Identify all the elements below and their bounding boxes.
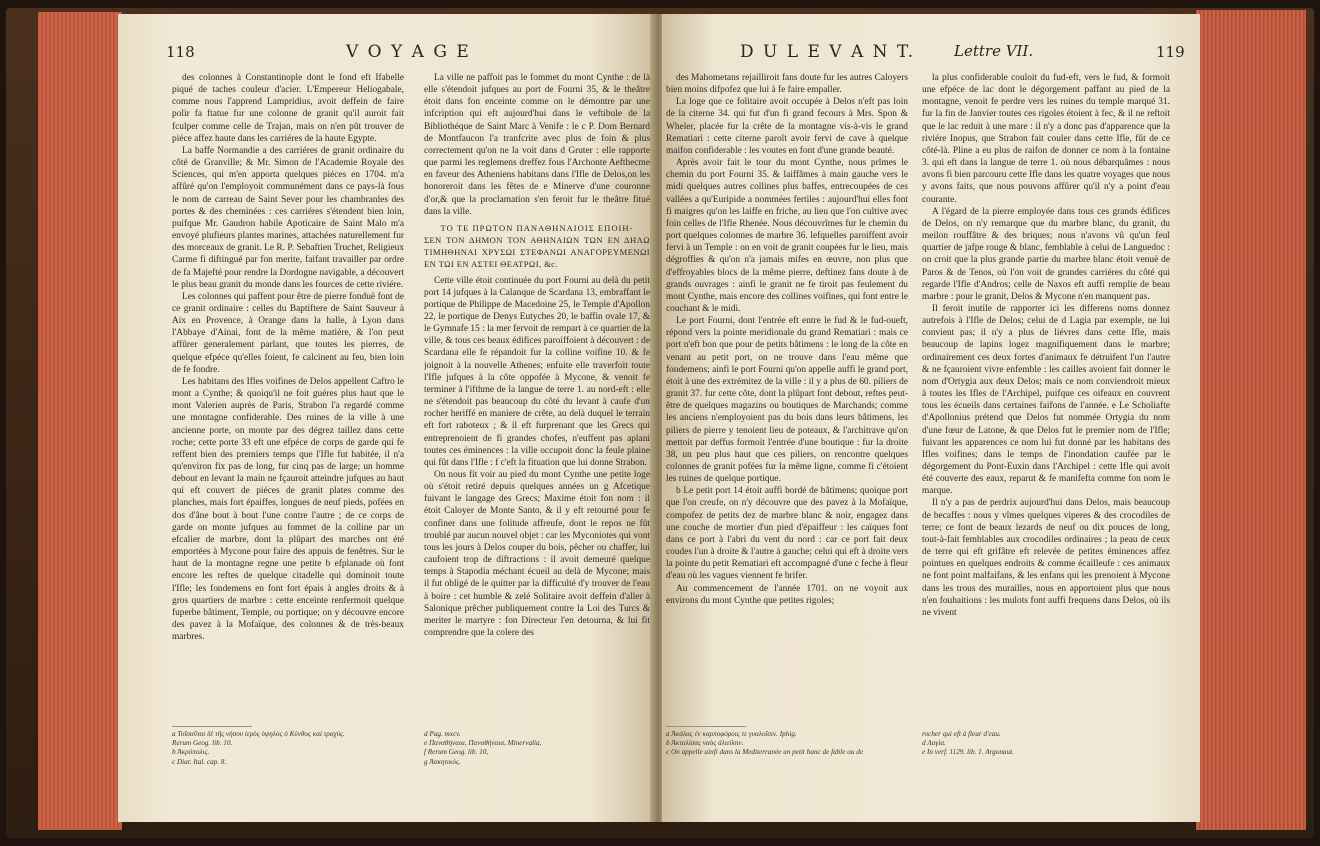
paragraph: Les habitans des Ifles voifines de Delos appellent Caftro le mont a Cynthe; & quoiqu'il ne foit guéres plus haut que le mont Valerien auprès de Paris, Strabon l'a regardé comme une montagne confiderable. Des ruines de la ville à une ancienne porte, on monte par des dégrez taillez dans cette roche; cette porte 33 eft une efpéce de corps de garde qui fe reffent bien des premiers temps que l'Ifle fut habitée, il n'a qu'environ fix pas de long, fur cinq pas de large; un homme debout en levant la main ne fçauroit atteindre jufques au haut qui eft couvert de piéces de granit plates comme des planches, mais fort épaiffes, longues de neuf pieds, pofées en dos d'âne bout à bout l'une contre l'autre ; de ce corps de garde on monte jufques au fommet de la colline par un efcalier de marbre, dont la plûpart des marches ont été emportées à Mycone pour faire des appuis de fenêtres. Sur le haut de la montagne regne une petite b efplanade où font encore les reftes de quelque citadelle qui dominoit toute l'Ifle; les fondemens en font fort épais à angles droits & à gros quartiers de marbre : cette enceinte renfermoit quelque fuperbe bâtiment, Temple, ou portique; on y découvre encore des pavez à la Mofaïque, des colonnes & de très-beaux marbres. [172, 376, 404, 643]
paragraph: b Le petit port 14 étoit auffi bordé de bâtimens; quoique port que l'on creufe, on n'y découvre que des pavez à la Mofaïque, compofez de petits dez de marbre blanc & noir, engagez dans une couche de mortier d'un pied d'épaiffeur : les caïques font dans ce port à l'abri du vent du nord : car ce port fait deux coudes l'un à droite & l'autre à gauche; celui qui eft à droite vers la pointe du petit Rematiari eft accompagné d'une c feche à fleur d'eau où les vagues viennent fe brifer. [666, 486, 908, 582]
footnote: rocher qui eft à fleur d'eau. [922, 730, 1001, 738]
paragraph: des colonnes à Constantinople dont le fond eft Ifabelle piqué de taches couleur d'acier. L'Empereur Heliogabale, comme nous l'apprend Lampridius, avoit deffein de faire polir fa ftatue fur une colonne de granit qu'il auroit fait fculper comme celle de Trajan, mais on n'en pût trouver de piéce affez haute dans les carriéres de la haute Egypte. [172, 73, 404, 144]
right-column-1 [666, 72, 908, 722]
footnote: b Ἀκρόπολις. [172, 748, 210, 757]
left-page-edges [38, 12, 122, 830]
paragraph: Après avoir fait le tour du mont Cynthe, nous prîmes le chemin du port Fourni 35. & laiffâmes à main gauche vers le midi quelques autres collines plus baffes, entrecoupées de ces vallées a qu'Euripide a nommées fertiles : aujourd'hui elles font fi maigres qu'on les laiffe en friche, au lieu que l'on cultive avec foin celles de l'Ifle Rhenée. Nous découvrîmes fur le chemin du port quelques colonnes de marbre 36. lefquelles paroiffent avoir fervi à un Temple : on en voit de granit coupées fur le lieu, mais dégroffies & qu'on n'a jamais mifes en œuvre, non plus que d'effroyables blocs de la même pierre, deftinez fans doute à de grands ouvrages : ainfi le granit ne fe tiroit pas feulement du mont Cynthe, mais encore des collines voifines, qui font entre le couchant & le midi. [666, 158, 908, 314]
letter-number: Lettre VII. [954, 42, 1034, 60]
footnote: e In verf. 1129. lib. 1. Argonaut. [922, 748, 1014, 757]
footnote: c On appelle ainfi dans la Mediterranée un petit banc de fable ou de [666, 748, 864, 757]
left-running-head: V O Y A G E [346, 42, 471, 62]
left-page [118, 14, 654, 822]
paragraph: Cette ville étoit continuée du port Fourni au delà du petit port 14 jufques à la Calanque de Scardana 13, embraffant le portique de Philippe de Macedoine 25, le Temple d'Apollon 22, le portique de Denys Eutyches 20, le baffin ovale 17, & le Gymnafe 15 : la mer fervoit de rempart à ce quartier de la ville, & tous ces beaux édifices paroiffoient à découvert : de Scardana elle fe répandoit fur la colline voifine 10. & fe joignoit à la nouvelle Athenes; enfuite elle traverfoit toute l'Ifle jufques à la côte oppofée à Mycone, & venoit fe terminer à l'ifthme de la langue de terre 1. au nord-eft : elle ne s'étendoit pas beaucoup du côté du levant à caufe d'un rocher heriffé en maniere de crête, au delà duquel le terrain eft fort raboteux ; & il eft furprenant que les Grecs qui entreprenoient de fi grandes chofes, n'euffent pas aplani toutes ces éminences : la ville occupoit donc la feule plaine qui fût dans l'Ifle : f c'eft la fituation que lui donne Strabon. [424, 275, 650, 468]
footnote: g Ἀσκητικός. [424, 757, 461, 766]
footnote: a Τοῖσαῦται δὲ τῆς νήσου ἱερὸς ὑψηλὸς ὁ Κύνθος καὶ τραχύς. [172, 730, 345, 738]
right-page-edges [1196, 10, 1306, 830]
paragraph: La loge que ce folitaire avoit occupée à Delos n'eft pas loin de la citerne 34. qui fut d'un fi grand fecours à Mrs. Spon & Wheler, placée fur la crête de la montagne vis-à-vis le grand Rematiari : cette citerne paroît avoir fervi de cave à quelque maifon confiderable : les voutes en font d'une grande beauté. [666, 97, 908, 156]
left-footnotes-col1 [172, 730, 404, 767]
footnote: a Ἀκάλας ἐν καρποφόροις τε γυαλοῖσιν. Iphig. [666, 730, 797, 738]
right-footnotes-col2 [922, 730, 1170, 758]
footnote: e Παναθήναια, Παναθήναια, Minervalia, [424, 739, 542, 748]
footnote: Rerum Geog. lib. 10. [172, 739, 233, 748]
right-columns [666, 72, 1178, 722]
right-column-2 [922, 72, 1170, 722]
left-footnote-rule [172, 726, 252, 727]
greek-inscription-title: ΤΟ ΤΕ ΠΡΩΤΟΝ ΠΑΝΑΘΗΝΑΙΟΙΣ ΕΠΟΙΗ- [440, 222, 634, 233]
right-running-head: D U L E V A N T. [740, 42, 916, 62]
greek-inscription [424, 222, 650, 271]
paragraph: A l'égard de la pierre employée dans tous ces grands édifices de Delos, on n'y remarque que du marbre blanc, du granit, du meilon rouffâtre & des briques; nous n'avons vû qu'un feul quartier de jafpe rouge & blanc, femblable à celui de Languedoc : on croit que la plus grande partie du marbre blanc étoit venuë de Paros & de Tenos, où l'on voit de grandes carriéres du côté qui regarde l'Ifle d'Andros; celle de Naxos eft auffi remplie de beau marbre : pour le granit, Delos & Mycone n'en manquent pas. [922, 206, 1170, 302]
footnote: b Ἀκταλίσας ναὸς ἀλιεῦσιν. [666, 739, 744, 748]
left-column-2 [424, 72, 650, 722]
left-column-1 [172, 72, 404, 722]
paragraph: La ville ne paffoit pas le fommet du mont Cynthe : de là elle s'étendoit jufques au port de Fourni 35, & le theâtre étoit dans fon enceinte comme on le démontre par une infcription qui eft aujourd'hui dans le veftibule de la Bibliothéque de Saint Marc à Venife : le c P. Dom Bernard de Montfaucon l'a tranfcrite avec plus de foin & plus correctement qu'on ne la voit dans d Gruter : elle rapporte que parmi les reglemens dreffez fous l'Archonte Aefthecme en faveur des Atheniens habitans dans l'Ifle de Delos,on les honoreroit dans les fêtes de e Minerve d'une couronne d'or,& que la proclamation s'en feroit fur le theâtre fitué dans la ville. [424, 73, 650, 217]
paragraph: Il n'y a pas de perdrix aujourd'hui dans Delos, mais beaucoup de becaffes : nous y vîmes quelques viperes & des crocodiles de terre; ce font de beaux lezards de neuf ou dix pouces de long, tout-à-fait femblables aux crocodiles ordinaires ; la peau de ceux de terre qui eft grifâtre eft relevée de petites éminences affez pointues en quelques endroits & comme écailleufe : ces animaux ne font point malfaifans, & les enfans qui les prenoient à Mycone dans les trous des murailles, nous en apportoient plus que nous n'en fouhaitions : les mulots font auffi frequens dans Delos, où ils ne vivent [922, 498, 1170, 618]
right-page [662, 14, 1200, 822]
right-footnotes-col1 [666, 730, 908, 758]
right-page-number: 119 [1156, 43, 1185, 61]
paragraph: Au commencement de l'année 1701. on ne voyoit aux environs du mont Cynthe que petites rigoles; [666, 583, 908, 606]
paragraph: Il feroit inutile de rapporter ici les differens noms donnez autrefois à l'Ifle de Delos; celui de d Lagia par exemple, ne lui convient pas; il n'y a plus de liévres dans cette Ifle, mais beaucoup de lapins logez magnifiquement dans le marbre; ordinairement ces deux fortes d'animaux fe détruifent l'un l'autre & ne fçauroient vivre enfemble : les cailles avoient fait donner le nom d'Ortygia aux deux Delos; mais ce nom conviendroit mieux à toutes les Ifles de l'Archipel, puifque ces oifeaux en couvrent tous les écueils dans certaines faifons de l'année. e Le Scholiafte d'Apollonius prétend que Delos fut nommée Ortygia du nom d'une fœur de Latone, & que Delos fut le premier nom de l'Ifle; fuivant les apparences ce nom lui fut donné par les habitans des Ifles voifines; dans le temps de l'inondation caufée par le dégorgement du Pont-Euxin dans l'Archipel : cette Ifle qui avoit été couverte des eaux, reparut & fe manifefta comme fon nom le marque. [922, 303, 1170, 497]
left-page-number: 118 [166, 43, 195, 61]
right-footnote-rule [666, 726, 746, 727]
left-footnotes-col2 [424, 730, 650, 767]
footnote: c Diar. Ital. cap. 8. [172, 757, 227, 766]
footnote: d Pag. mxcv. [424, 730, 461, 738]
paragraph: des Mahometans rejailliroit fans doute fur les autres Caloyers bien moins difpofez que lui à fe faire empaller. [666, 73, 908, 96]
left-columns [172, 72, 650, 722]
footnote: f Rerum Geog. lib. 10, [424, 748, 489, 757]
paragraph: Les colonnes qui paffent pour être de pierre fonduë font de ce granit ordinaire : celles du Baptiftere de Saint Sauveur à Aix en Provence, à Orange dans la halle, à Lyon dans l'Abbaye d'Ainai, font de la même matiére, & l'on peut affûrer generalement parlant, que toutes les pierres, de quelque efpéce qu'elles foient, fe calcinent au feu, bien loin de fe fondre. [172, 291, 404, 375]
paragraph: La baffe Normandie a des carriéres de granit ordinaire du côté de Granville; & Mr. Simon de l'Academie Royale des Sciences, qui m'en apporta quelques piéces en 1704. m'a affûré qu'on l'employoit communément dans ce pays-là fous le nom de carreau de Saint Sever pour les chambranles des portes & des cheminées : ces carriéres s'étendent bien loin, puifque Mr. Gaudron habile Apoticaire de Saint Malo m'a envoyé plufieurs plantes marines, attachées naturellement fur des morceaux de granit. Le R. P. Sebaftien Truchet, Religieux Carme fi diftingué par fon merite, faifant travailler par ordre de fa Majefté pour rendre la Dordogne navigable, a découvert le plus beau granit du monde dans les fources de cette riviére. [172, 145, 404, 290]
paragraph: On nous fit voir au pied du mont Cynthe une petite loge où s'étoit retiré depuis quelques années un g Afcetique fuivant le langage des Grecs; Maxime étoit fon nom : il étoit Caloyer de Monte Santo, & il y eft retourné pour fe confiner dans une folitude affreufe, dont le repos ne fût troublé par aucun nouvel objet : car les Myconiotes qui vont tous les jours à Delos couper du bois, pêcher ou chaffer, lui caufoient trop de diftractions : il avoit demeuré quelque temps à Stapodia méchant écueil au delà de Mycone; mais il fut obligé de le quitter par la difficulté d'y trouver de l'eau à boire : cet humble & zelé Solitaire avoit deffein d'aller à Salonique prêcher publiquement contre la Loi des Turcs & meriter le martyre : fon Directeur l'en detourna, & lui fit comprendre que la colere des [424, 470, 650, 639]
paragraph: la plus confiderable couloit du fud-eft, vers le fud, & formoit une efpéce de lac dont le dégorgement paffant au pied de la montagne, venoit fe perdre vers les ruines du temple marqué 31. fur la fin de Janvier toutes ces rigoles étoient à fec, & il ne reftoit que le lac reduit à une mare : il n'y a donc pas d'apparence que la riviére Inopus, que Strabon fait couler dans cette Ifle, fût de ce côté-là. Pline a eu plus de raifon de donner ce nom à la fontaine 3. qui eft dans la langue de terre 1. où nous débarquâmes : nous avons fi bien parcouru cette Ifle dans les quatre voyages que nous y avons faits, que nous pouvons affûrer qu'il n'y a point d'eau courante. [922, 73, 1170, 205]
footnote: d Λαγία. [922, 739, 946, 748]
paragraph: Le port Fourni, dont l'entrée eft entre le fud & le fud-oueft, répond vers la pointe meridionale du grand Rematiari : mais ce port n'eft bon que pour de petits bâtimens : le long de la côte en venant au petit port, on ne trouve dans l'eau même que fondemens; ainfi le port Fourni qu'on appelle auffi le grand port, étoit à une des extrémitez de la ville : il y a plus de 60. piliers de granit 37. fur cette côte, dont la plûpart font debout, reftes peut-être de quelques magazins ou boutiques de Marchands; comme les anciens n'employoient pas du bois dans leurs bâtimens, les piliers de pierre y tenoient lieu de poteaux, & l'architrave qu'on mettoit par deffus formoit l'entrée d'une boutique : fur la droite 38, un peu plus haut que ces piliers, on rencontre quelques colonnes de granit pofées fur la même ligne, comme fi c'étoient les ruines de quelque portique. [666, 316, 908, 485]
greek-inscription-body: ΣΕΝ ΤΟΝ ΔΗΜΟΝ ΤΟΝ ΑΘΗΝΑΙΩΝ ΤΩΝ ΕΝ ΔΗΛΩ ΤΙΜΗΘΗΝΑΙ ΧΡΥΣΩΙ ΣΤΕΦΑΝΩΙ ΑΝΑΓΟΡΕΥΜΕΝΩΙ ΕΝ ΤΩΙ ΕΝ ΑΣΤΕΙ ΘΕΑΤΡΩΙ, &c. [424, 235, 650, 270]
